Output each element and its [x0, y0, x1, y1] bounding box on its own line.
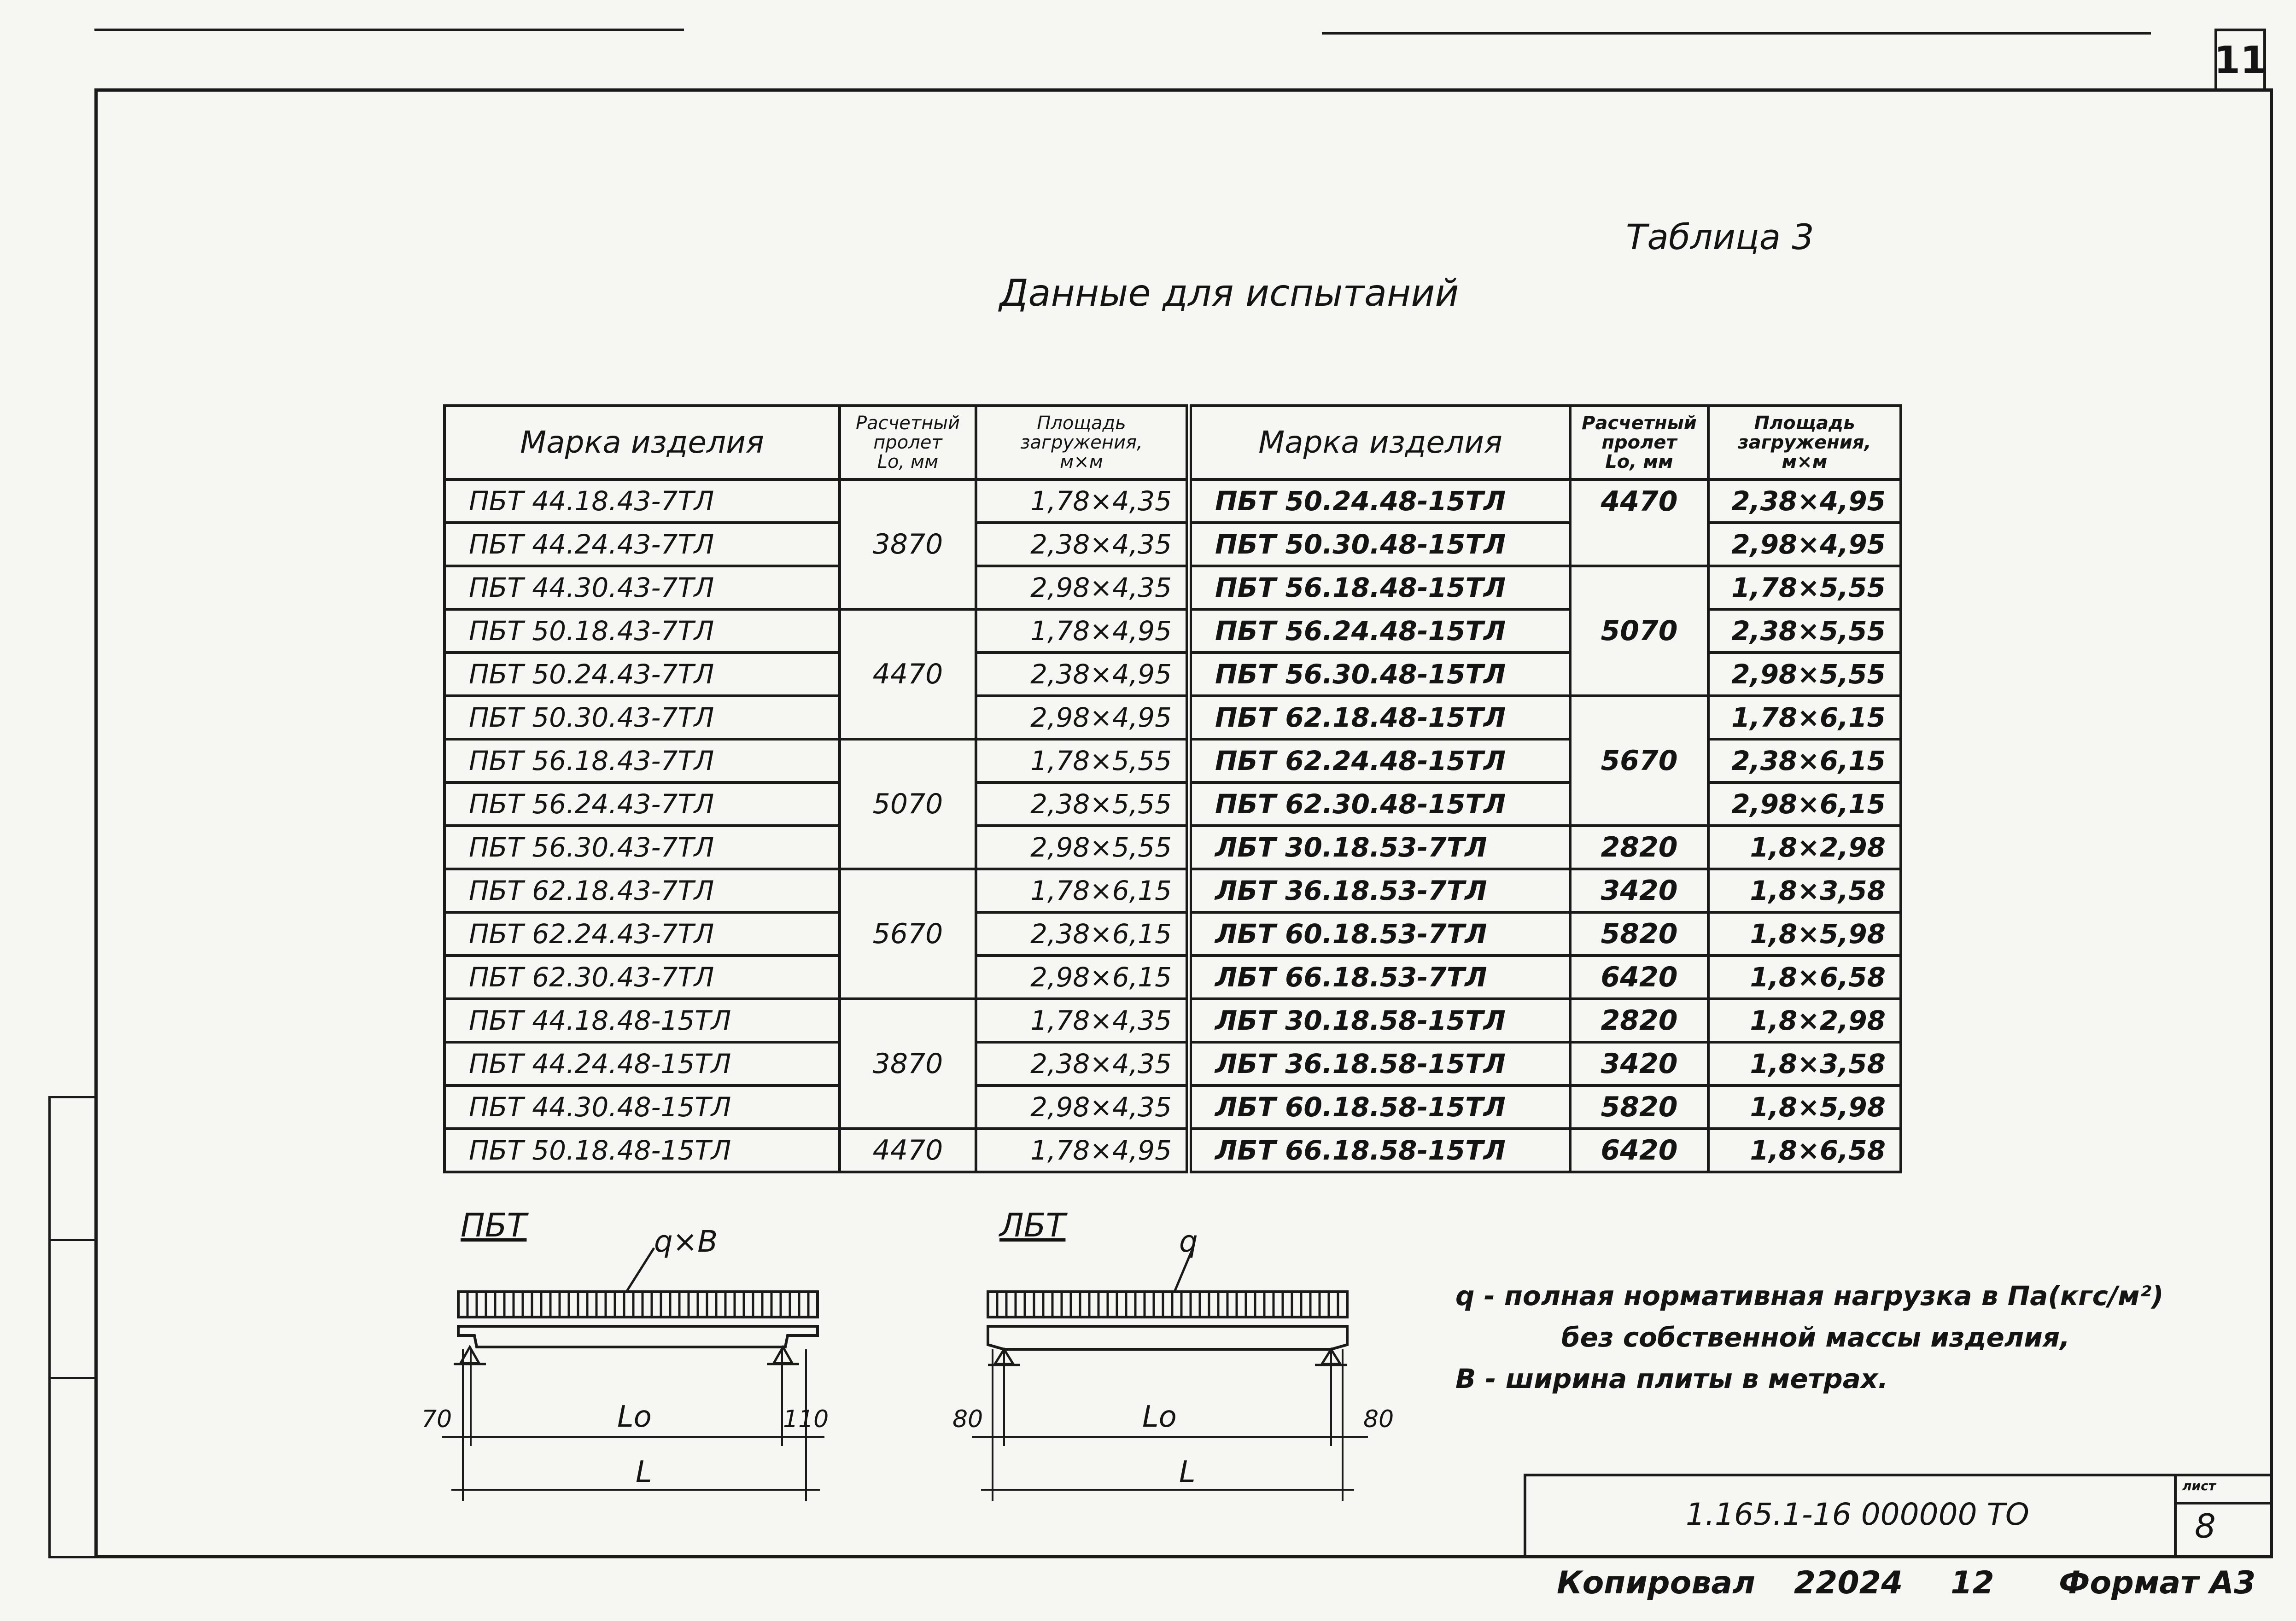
right-mark-cell: ПБТ 62.18.48-15ТЛ: [1189, 696, 1570, 739]
lbt-beam-diagram: [972, 1243, 1368, 1510]
left-area-cell: 1,78×4,95: [976, 1129, 1189, 1172]
table-row: [444, 826, 1901, 869]
left-span-cell: 5670: [840, 869, 976, 999]
left-area-cell: 1,78×4,95: [976, 609, 1189, 653]
header-span: Расчетный пролет Lo, мм: [840, 406, 976, 479]
left-area-cell: 2,38×4,35: [976, 1042, 1189, 1085]
left-area-cell: 1,78×4,35: [976, 999, 1189, 1042]
left-mark-cell: ПБТ 62.24.43-7ТЛ: [444, 912, 840, 956]
right-area-cell: 1,8×3,58: [1708, 1042, 1901, 1085]
left-area-cell: 2,38×4,95: [976, 653, 1189, 696]
copy-number: 12: [1951, 1565, 1994, 1601]
header-span: Расчетный пролет Lo, мм: [1570, 406, 1708, 479]
left-area-cell: 2,98×5,55: [976, 826, 1189, 869]
table-row: [444, 696, 1901, 739]
left-area-cell: 1,78×5,55: [976, 739, 1189, 782]
paper-format: Формат А3: [2059, 1565, 2256, 1601]
top-edge-line: [1322, 32, 2151, 35]
right-span-cell: 6420: [1570, 956, 1708, 999]
sheet-cell-divider: [2174, 1502, 2273, 1504]
document-code: 1.165.1-16 000000 ТО: [1686, 1497, 2029, 1532]
left-span-cell: 5070: [840, 739, 976, 869]
table-caption: Таблица 3: [1626, 216, 1814, 257]
left-area-cell: 2,98×6,15: [976, 956, 1189, 999]
right-mark-cell: ПБТ 62.30.48-15ТЛ: [1189, 782, 1570, 826]
table-row: [444, 956, 1901, 999]
sheet-page-number: 8: [2195, 1507, 2216, 1545]
right-span-cell: 5670: [1570, 696, 1708, 826]
top-edge-line: [94, 29, 684, 31]
left-span-cell: 3870: [840, 479, 976, 609]
table-row: [444, 479, 1901, 523]
right-area-cell: 1,78×5,55: [1708, 566, 1901, 609]
right-span-cell: 4470: [1570, 479, 1708, 566]
right-area-cell: 1,8×2,98: [1708, 999, 1901, 1042]
test-data-table: [443, 404, 1899, 1172]
right-mark-cell: ПБТ 50.24.48-15ТЛ: [1189, 479, 1570, 523]
page-title: Данные для испытаний: [999, 272, 1459, 315]
left-span-cell: 3870: [840, 999, 976, 1129]
right-span-cell: 5820: [1570, 912, 1708, 956]
right-span-cell: 2820: [1570, 826, 1708, 869]
right-area-cell: 1,8×2,98: [1708, 826, 1901, 869]
left-area-cell: 2,98×4,35: [976, 566, 1189, 609]
right-area-cell: 2,38×5,55: [1708, 609, 1901, 653]
note-load: q - полная нормативная нагрузка в Па(кгс/м²): [1455, 1280, 2164, 1312]
table-row: [444, 1085, 1901, 1129]
left-mark-cell: ПБТ 44.24.43-7ТЛ: [444, 523, 840, 566]
left-area-cell: 2,38×5,55: [976, 782, 1189, 826]
right-area-cell: 2,98×6,15: [1708, 782, 1901, 826]
table-row: [444, 1129, 1901, 1172]
header-area: Площадь загружения, м×м: [1708, 406, 1901, 479]
left-mark-cell: ПБТ 62.30.43-7ТЛ: [444, 956, 840, 999]
left-span-cell: 4470: [840, 1129, 976, 1172]
right-mark-cell: ЛБТ 36.18.53-7ТЛ: [1189, 869, 1570, 912]
lbt-total-length: L: [1179, 1455, 1196, 1489]
table-row: [444, 1042, 1901, 1085]
copied-by: [1557, 1565, 1994, 1601]
right-span-cell: 2820: [1570, 999, 1708, 1042]
left-area-cell: 2,98×4,35: [976, 1085, 1189, 1129]
table-row: [444, 566, 1901, 609]
left-mark-cell: ПБТ 56.24.43-7ТЛ: [444, 782, 840, 826]
left-area-cell: 1,78×4,35: [976, 479, 1189, 523]
left-area-cell: 2,38×6,15: [976, 912, 1189, 956]
lbt-load-label: q: [1179, 1225, 1198, 1259]
right-span-cell: 3420: [1570, 1042, 1708, 1085]
table-row: [444, 912, 1901, 956]
left-span-cell: 4470: [840, 609, 976, 739]
right-mark-cell: ЛБТ 36.18.58-15ТЛ: [1189, 1042, 1570, 1085]
right-mark-cell: ЛБТ 60.18.53-7ТЛ: [1189, 912, 1570, 956]
table-row: [444, 999, 1901, 1042]
right-mark-cell: ПБТ 56.24.48-15ТЛ: [1189, 609, 1570, 653]
sheet-label: лист: [2182, 1478, 2216, 1493]
right-area-cell: 2,38×6,15: [1708, 739, 1901, 782]
pbt-right-offset: 110: [783, 1405, 829, 1433]
right-span-cell: 5070: [1570, 566, 1708, 696]
right-area-cell: 1,8×5,98: [1708, 912, 1901, 956]
left-mark-cell: ПБТ 62.18.43-7ТЛ: [444, 869, 840, 912]
right-area-cell: 2,38×4,95: [1708, 479, 1901, 523]
left-mark-cell: ПБТ 44.30.43-7ТЛ: [444, 566, 840, 609]
left-mark-cell: ПБТ 50.30.43-7ТЛ: [444, 696, 840, 739]
binding-strip-divider: [48, 1377, 94, 1379]
left-mark-cell: ПБТ 56.30.43-7ТЛ: [444, 826, 840, 869]
left-mark-cell: ПБТ 44.18.43-7ТЛ: [444, 479, 840, 523]
right-mark-cell: ПБТ 56.18.48-15ТЛ: [1189, 566, 1570, 609]
note-width: B - ширина плиты в метрах.: [1455, 1363, 1888, 1394]
header-area: Площадь загружения, м×м: [976, 406, 1189, 479]
right-span-cell: 6420: [1570, 1129, 1708, 1172]
left-area-cell: 1,78×6,15: [976, 869, 1189, 912]
pbt-diagram-label: ПБТ: [461, 1207, 527, 1244]
copied-label: Копировал: [1557, 1565, 1756, 1601]
lbt-left-offset: 80: [952, 1405, 983, 1433]
left-area-cell: 2,38×4,35: [976, 523, 1189, 566]
right-mark-cell: ПБТ 62.24.48-15ТЛ: [1189, 739, 1570, 782]
lbt-right-offset: 80: [1363, 1405, 1394, 1433]
right-span-cell: 5820: [1570, 1085, 1708, 1129]
table-row: [444, 869, 1901, 912]
header-mark: Марка изделия: [444, 406, 840, 479]
left-mark-cell: ПБТ 44.18.48-15ТЛ: [444, 999, 840, 1042]
left-mark-cell: ПБТ 56.18.43-7ТЛ: [444, 739, 840, 782]
left-mark-cell: ПБТ 50.24.43-7ТЛ: [444, 653, 840, 696]
right-mark-cell: ПБТ 56.30.48-15ТЛ: [1189, 653, 1570, 696]
right-mark-cell: ЛБТ 30.18.58-15ТЛ: [1189, 999, 1570, 1042]
order-number: 22024: [1794, 1565, 1903, 1601]
right-mark-cell: ЛБТ 66.18.58-15ТЛ: [1189, 1129, 1570, 1172]
pbt-left-offset: 70: [421, 1405, 452, 1433]
left-area-cell: 2,98×4,95: [976, 696, 1189, 739]
left-mark-cell: ПБТ 50.18.48-15ТЛ: [444, 1129, 840, 1172]
pbt-load-label: q×B: [654, 1225, 718, 1259]
header-mark: Марка изделия: [1189, 406, 1570, 479]
left-mark-cell: ПБТ 44.30.48-15ТЛ: [444, 1085, 840, 1129]
note-load-cont: без собственной массы изделия,: [1561, 1322, 2070, 1353]
pbt-span-label: Lo: [617, 1400, 652, 1434]
lbt-span-label: Lo: [1142, 1400, 1177, 1434]
right-mark-cell: ЛБТ 66.18.53-7ТЛ: [1189, 956, 1570, 999]
right-mark-cell: ЛБТ 60.18.58-15ТЛ: [1189, 1085, 1570, 1129]
right-area-cell: 1,8×5,98: [1708, 1085, 1901, 1129]
lbt-diagram-label: ЛБТ: [999, 1207, 1066, 1244]
binding-strip: [48, 1096, 94, 1558]
right-mark-cell: ЛБТ 30.18.53-7ТЛ: [1189, 826, 1570, 869]
sheet-number: 11: [2214, 29, 2266, 89]
right-area-cell: 1,8×6,58: [1708, 956, 1901, 999]
right-area-cell: 2,98×5,55: [1708, 653, 1901, 696]
right-area-cell: 1,8×3,58: [1708, 869, 1901, 912]
left-mark-cell: ПБТ 44.24.48-15ТЛ: [444, 1042, 840, 1085]
right-area-cell: 1,78×6,15: [1708, 696, 1901, 739]
right-area-cell: 1,8×6,58: [1708, 1129, 1901, 1172]
left-mark-cell: ПБТ 50.18.43-7ТЛ: [444, 609, 840, 653]
right-area-cell: 2,98×4,95: [1708, 523, 1901, 566]
right-span-cell: 3420: [1570, 869, 1708, 912]
pbt-total-length: L: [636, 1455, 652, 1489]
right-mark-cell: ПБТ 50.30.48-15ТЛ: [1189, 523, 1570, 566]
binding-strip-divider: [48, 1239, 94, 1241]
